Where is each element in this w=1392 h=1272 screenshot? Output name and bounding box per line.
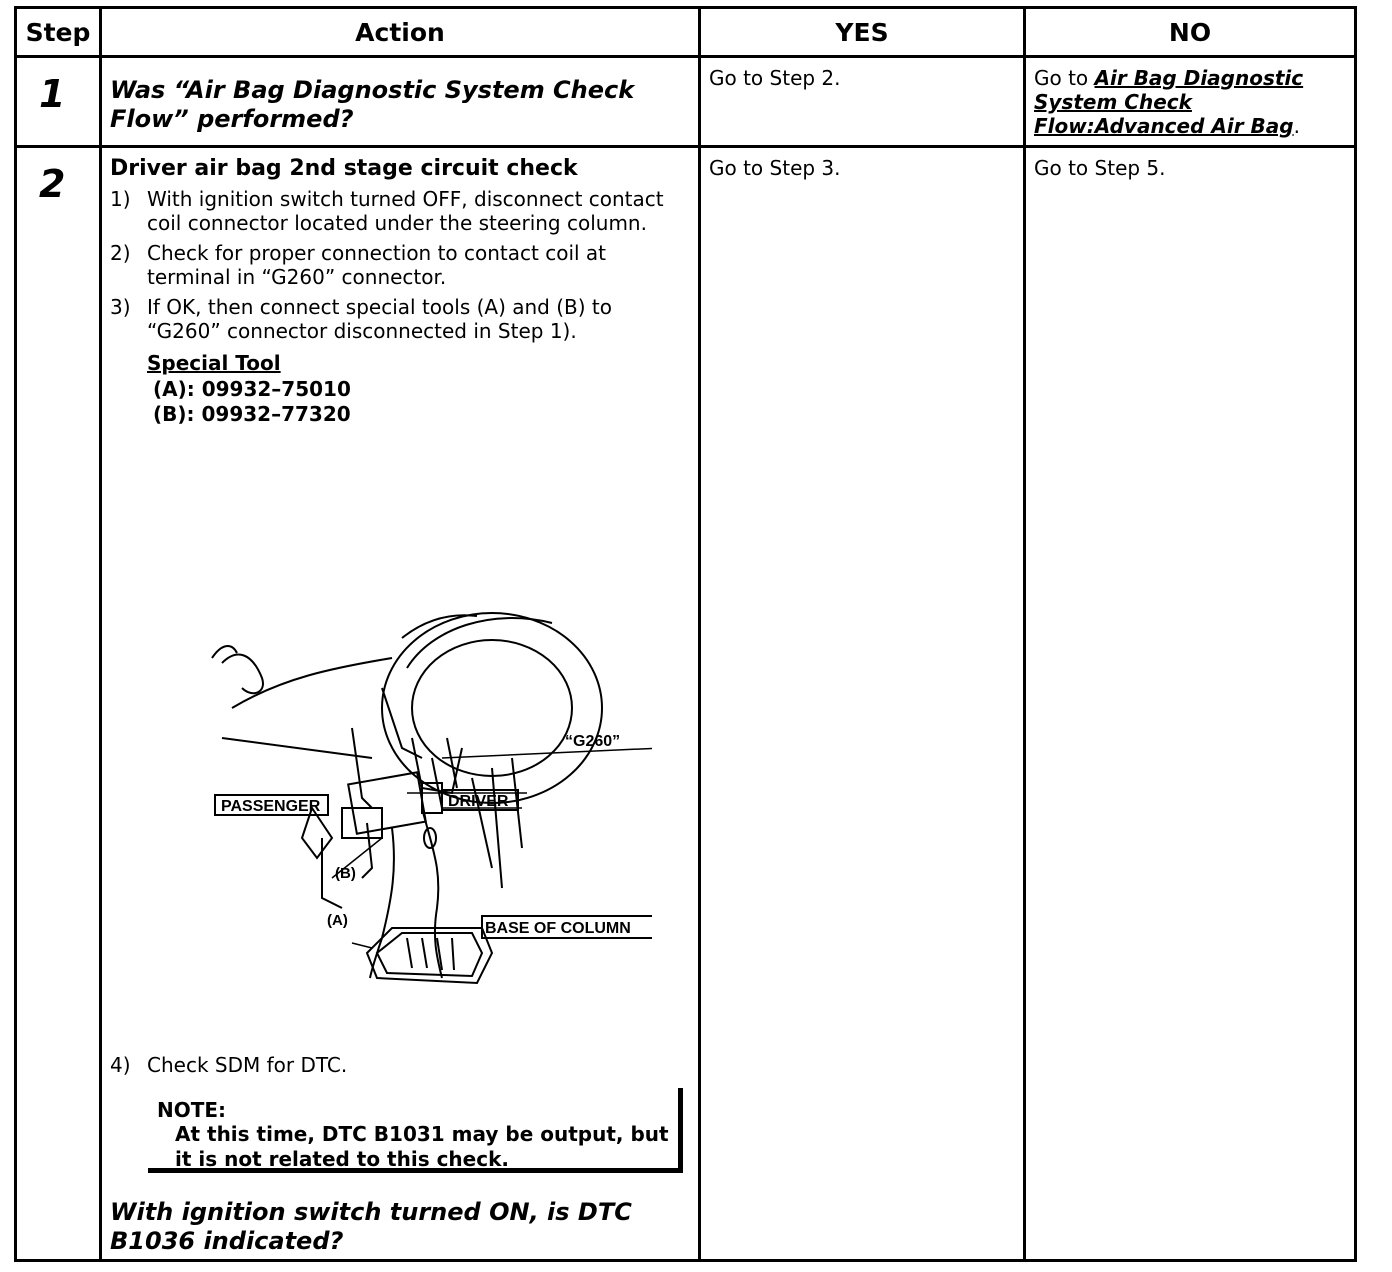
list-item [110, 187, 690, 235]
diagnostic-table [14, 6, 1357, 1262]
step-number: 1 [16, 57, 101, 147]
base-label: BASE OF COLUMN [485, 920, 631, 937]
table-row-step-2 [16, 147, 1356, 1261]
passenger-label: PASSENGER [221, 798, 321, 815]
item-text: Check for proper connection to contact coil at terminal in “G260” connector. [147, 241, 607, 289]
item-number: 4) [110, 1053, 131, 1077]
note-heading: NOTE: [157, 1098, 227, 1122]
item-number: 3) [110, 295, 131, 319]
header-no: NO [1025, 8, 1356, 57]
a-label: (A) [327, 912, 348, 929]
no-cell: Go to Step 5. [1025, 147, 1356, 1261]
driver-label: DRIVER [448, 793, 509, 810]
item-number: 1) [110, 187, 131, 211]
step-title: Driver air bag 2nd stage circuit check [110, 156, 578, 181]
no-suffix: . [1293, 114, 1300, 138]
note-text: At this time, DTC B1031 may be output, but it is not related to this check. [175, 1122, 669, 1171]
no-prefix: Go to [1034, 66, 1095, 90]
item-text: Check SDM for DTC. [147, 1053, 348, 1077]
item-text: With ignition switch turned OFF, disconnect contact coil connector located under the steering column. [147, 187, 664, 235]
b-label: (B) [335, 865, 356, 882]
item-text: If OK, then connect special tools (A) and (B) to “G260” connector disconnected in Step 1). [147, 295, 612, 343]
action-cell [101, 57, 700, 147]
item-number: 2) [110, 241, 131, 265]
note-box [148, 1088, 683, 1173]
header-step: Step [16, 8, 101, 57]
yes-cell: Go to Step 2. [700, 57, 1025, 147]
header-yes: YES [700, 8, 1025, 57]
list-item [110, 241, 690, 289]
list-item [110, 1053, 690, 1077]
table-row-step-1 [16, 57, 1356, 147]
special-tool-a: (A): 09932–75010 [153, 377, 351, 401]
action-cell [101, 147, 700, 1261]
header-action: Action [101, 8, 700, 57]
yes-cell: Go to Step 3. [700, 147, 1025, 1261]
g260-label: “G260” [565, 733, 621, 750]
step-question: Was “Air Bag Diagnostic System Check Flow” performed? [110, 76, 635, 133]
step-number: 2 [16, 147, 101, 1261]
connector-illustration [192, 608, 652, 1008]
header-row [16, 8, 1356, 57]
special-tool-b: (B): 09932–77320 [153, 402, 351, 426]
list-item [110, 295, 690, 343]
step-question: With ignition switch turned ON, is DTC B1036 indicated? [110, 1198, 632, 1255]
special-tool-heading: Special Tool [147, 351, 281, 375]
check-flow-link[interactable]: Air Bag Diagnostic System Check Flow:Advanced Air Bag [1034, 66, 1304, 138]
no-cell [1025, 57, 1356, 147]
